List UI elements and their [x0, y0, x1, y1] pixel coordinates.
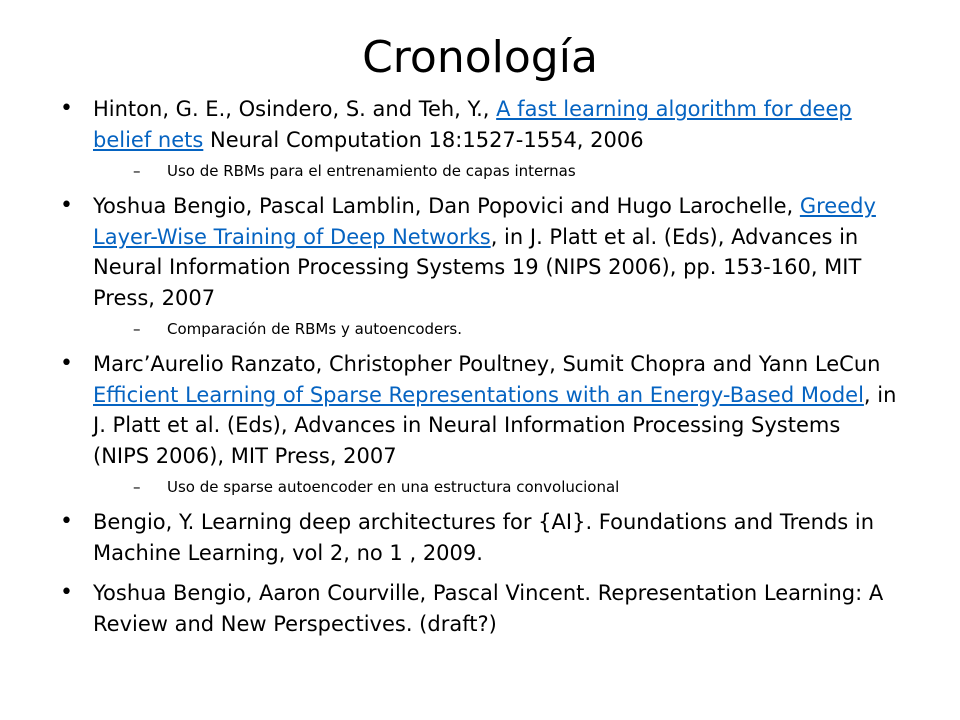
bullet-icon: [56, 191, 93, 222]
sub-item-text: Uso de sparse autoencoder en una estructura convolucional: [167, 478, 620, 496]
sub-item-text: Uso de RBMs para el entrenamiento de capas internas: [167, 162, 576, 180]
reference-text: [93, 191, 902, 313]
dash-icon: [133, 161, 167, 181]
dash-icon: [133, 477, 167, 497]
reference-list: [56, 94, 902, 649]
list-item: [56, 349, 902, 497]
reference-authors: Hinton, G. E., Osindero, S. and Teh, Y.,: [93, 97, 497, 121]
list-item: [56, 94, 902, 181]
sub-item: [133, 477, 902, 497]
sub-item: [133, 161, 902, 181]
reference-source: , in J. Platt et al. (Eds), Advances in Neural Information Processing Systems 19 (NIPS 2006), pp. 153-160, MIT Press, 2007: [93, 224, 862, 310]
reference-text: [93, 349, 902, 471]
slide-title: Cronología: [362, 32, 598, 83]
dash-icon: [133, 319, 167, 339]
bullet-icon: [56, 507, 93, 538]
reference-link[interactable]: Efficient Learning of Sparse Representations with an Energy-Based Model: [93, 382, 864, 407]
reference-link[interactable]: A fast learning algorithm for deep belief nets: [93, 97, 852, 152]
list-item: [56, 578, 902, 639]
sub-item-text: Comparación de RBMs y autoencoders.: [167, 320, 463, 338]
list-item: [56, 507, 902, 568]
reference-text: Bengio, Y. Learning deep architectures for {AI}. Foundations and Trends in Machine Learning, vol 2, no 1 , 2009.: [93, 510, 875, 565]
sub-item: [133, 319, 902, 339]
reference-authors: Marc’Aurelio Ranzato, Christopher Poultney, Sumit Chopra and Yann LeCun: [93, 352, 881, 376]
reference-authors: Yoshua Bengio, Pascal Lamblin, Dan Popovici and Hugo Larochelle,: [93, 194, 800, 218]
reference-text: Yoshua Bengio, Aaron Courville, Pascal Vincent. Representation Learning: A Review and New Perspectives. (draft?): [93, 581, 884, 636]
reference-link[interactable]: Greedy Layer-Wise Training of Deep Networks: [93, 194, 876, 249]
reference-text: [93, 94, 902, 155]
reference-source: Neural Computation 18:1527-1554, 2006: [203, 127, 644, 152]
bullet-icon: [56, 94, 93, 125]
reference-source: , in J. Platt et al. (Eds), Advances in Neural Information Processing Systems (NIPS 2006), MIT Press, 2007: [93, 382, 897, 468]
bullet-icon: [56, 349, 93, 380]
list-item: [56, 191, 902, 339]
bullet-icon: [56, 578, 93, 609]
